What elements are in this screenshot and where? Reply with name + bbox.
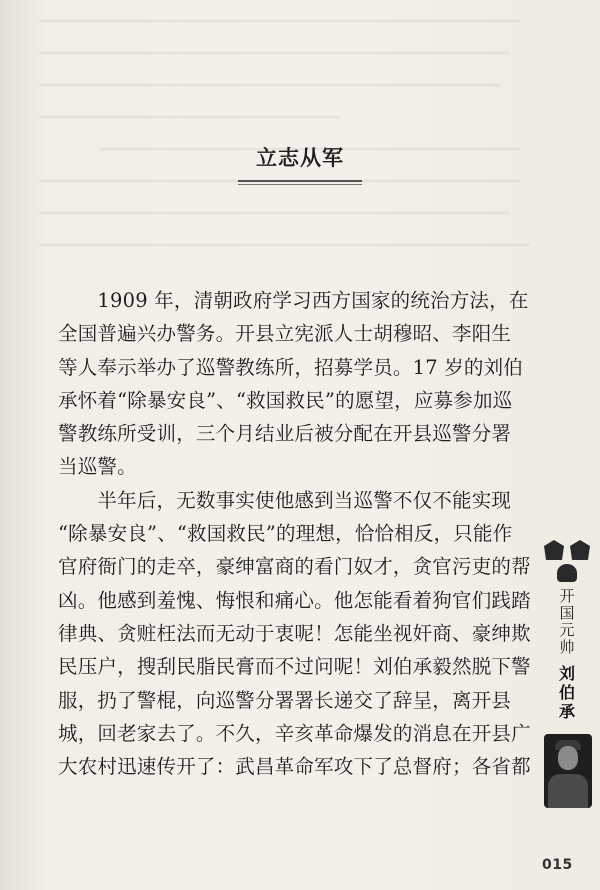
paragraph-1 bbox=[58, 284, 534, 484]
text-line: 等人奉示举办了巡警教练所，招募学员。17 岁的刘伯 bbox=[58, 355, 524, 379]
emblem-icon bbox=[557, 564, 577, 582]
series-label: 开国元帅 bbox=[559, 587, 575, 656]
text-line: “除暴安良”、“救国救民”的理想，恰恰相反，只能作 bbox=[58, 522, 513, 546]
body-text bbox=[58, 284, 534, 783]
series-sidebar bbox=[542, 540, 594, 810]
title-underline bbox=[238, 180, 362, 182]
text-line: 民压户，搜刮民脂民膏而不过问呢！刘伯承毅然脱下警 bbox=[58, 655, 531, 679]
decorative-seals bbox=[544, 540, 592, 562]
marshal-name: 刘伯承 bbox=[558, 664, 575, 721]
text-line: 服，扔了警棍，向巡警分署署长递交了辞呈，离开县 bbox=[58, 688, 512, 712]
title-underline-thin bbox=[238, 184, 362, 185]
text-line: 当巡警。 bbox=[58, 455, 137, 479]
text-line: 全国普遍兴办警务。开县立宪派人士胡穆昭、李阳生 bbox=[58, 322, 512, 346]
portrait-image bbox=[544, 734, 592, 808]
text-line: 承怀着“除暴安良”、“救国救民”的愿望，应募参加巡 bbox=[58, 388, 513, 412]
seal-icon bbox=[570, 540, 590, 560]
seal-icon bbox=[544, 540, 564, 560]
page-number: 015 bbox=[542, 857, 573, 873]
section-title: 立志从军 bbox=[256, 146, 344, 170]
text-line: 1909 年，清朝政府学习西方国家的统治方法，在 bbox=[58, 289, 529, 312]
text-line: 大农村迅速传开了：武昌革命军攻下了总督府；各省都 bbox=[58, 755, 531, 779]
text-line: 律典、贪赃枉法而无动于衷呢！怎能坐视奸商、豪绅欺 bbox=[58, 621, 531, 645]
text-line: 城，回老家去了。不久，辛亥革命爆发的消息在开县广 bbox=[58, 721, 531, 745]
text-line: 警教练所受训，三个月结业后被分配在开县巡警分署 bbox=[58, 422, 512, 446]
text-line: 半年后，无数事实使他感到当巡警不仅不能实现 bbox=[58, 488, 512, 512]
text-line: 凶。他感到羞愧、悔恨和痛心。他怎能看着狗官们践踏 bbox=[58, 588, 531, 612]
text-line: 官府衙门的走卒，豪绅富商的看门奴才，贪官污吏的帮 bbox=[58, 555, 531, 579]
portrait-uniform bbox=[548, 774, 588, 808]
paragraph-2 bbox=[58, 484, 534, 784]
portrait-face bbox=[558, 746, 578, 770]
section-heading bbox=[238, 140, 362, 184]
